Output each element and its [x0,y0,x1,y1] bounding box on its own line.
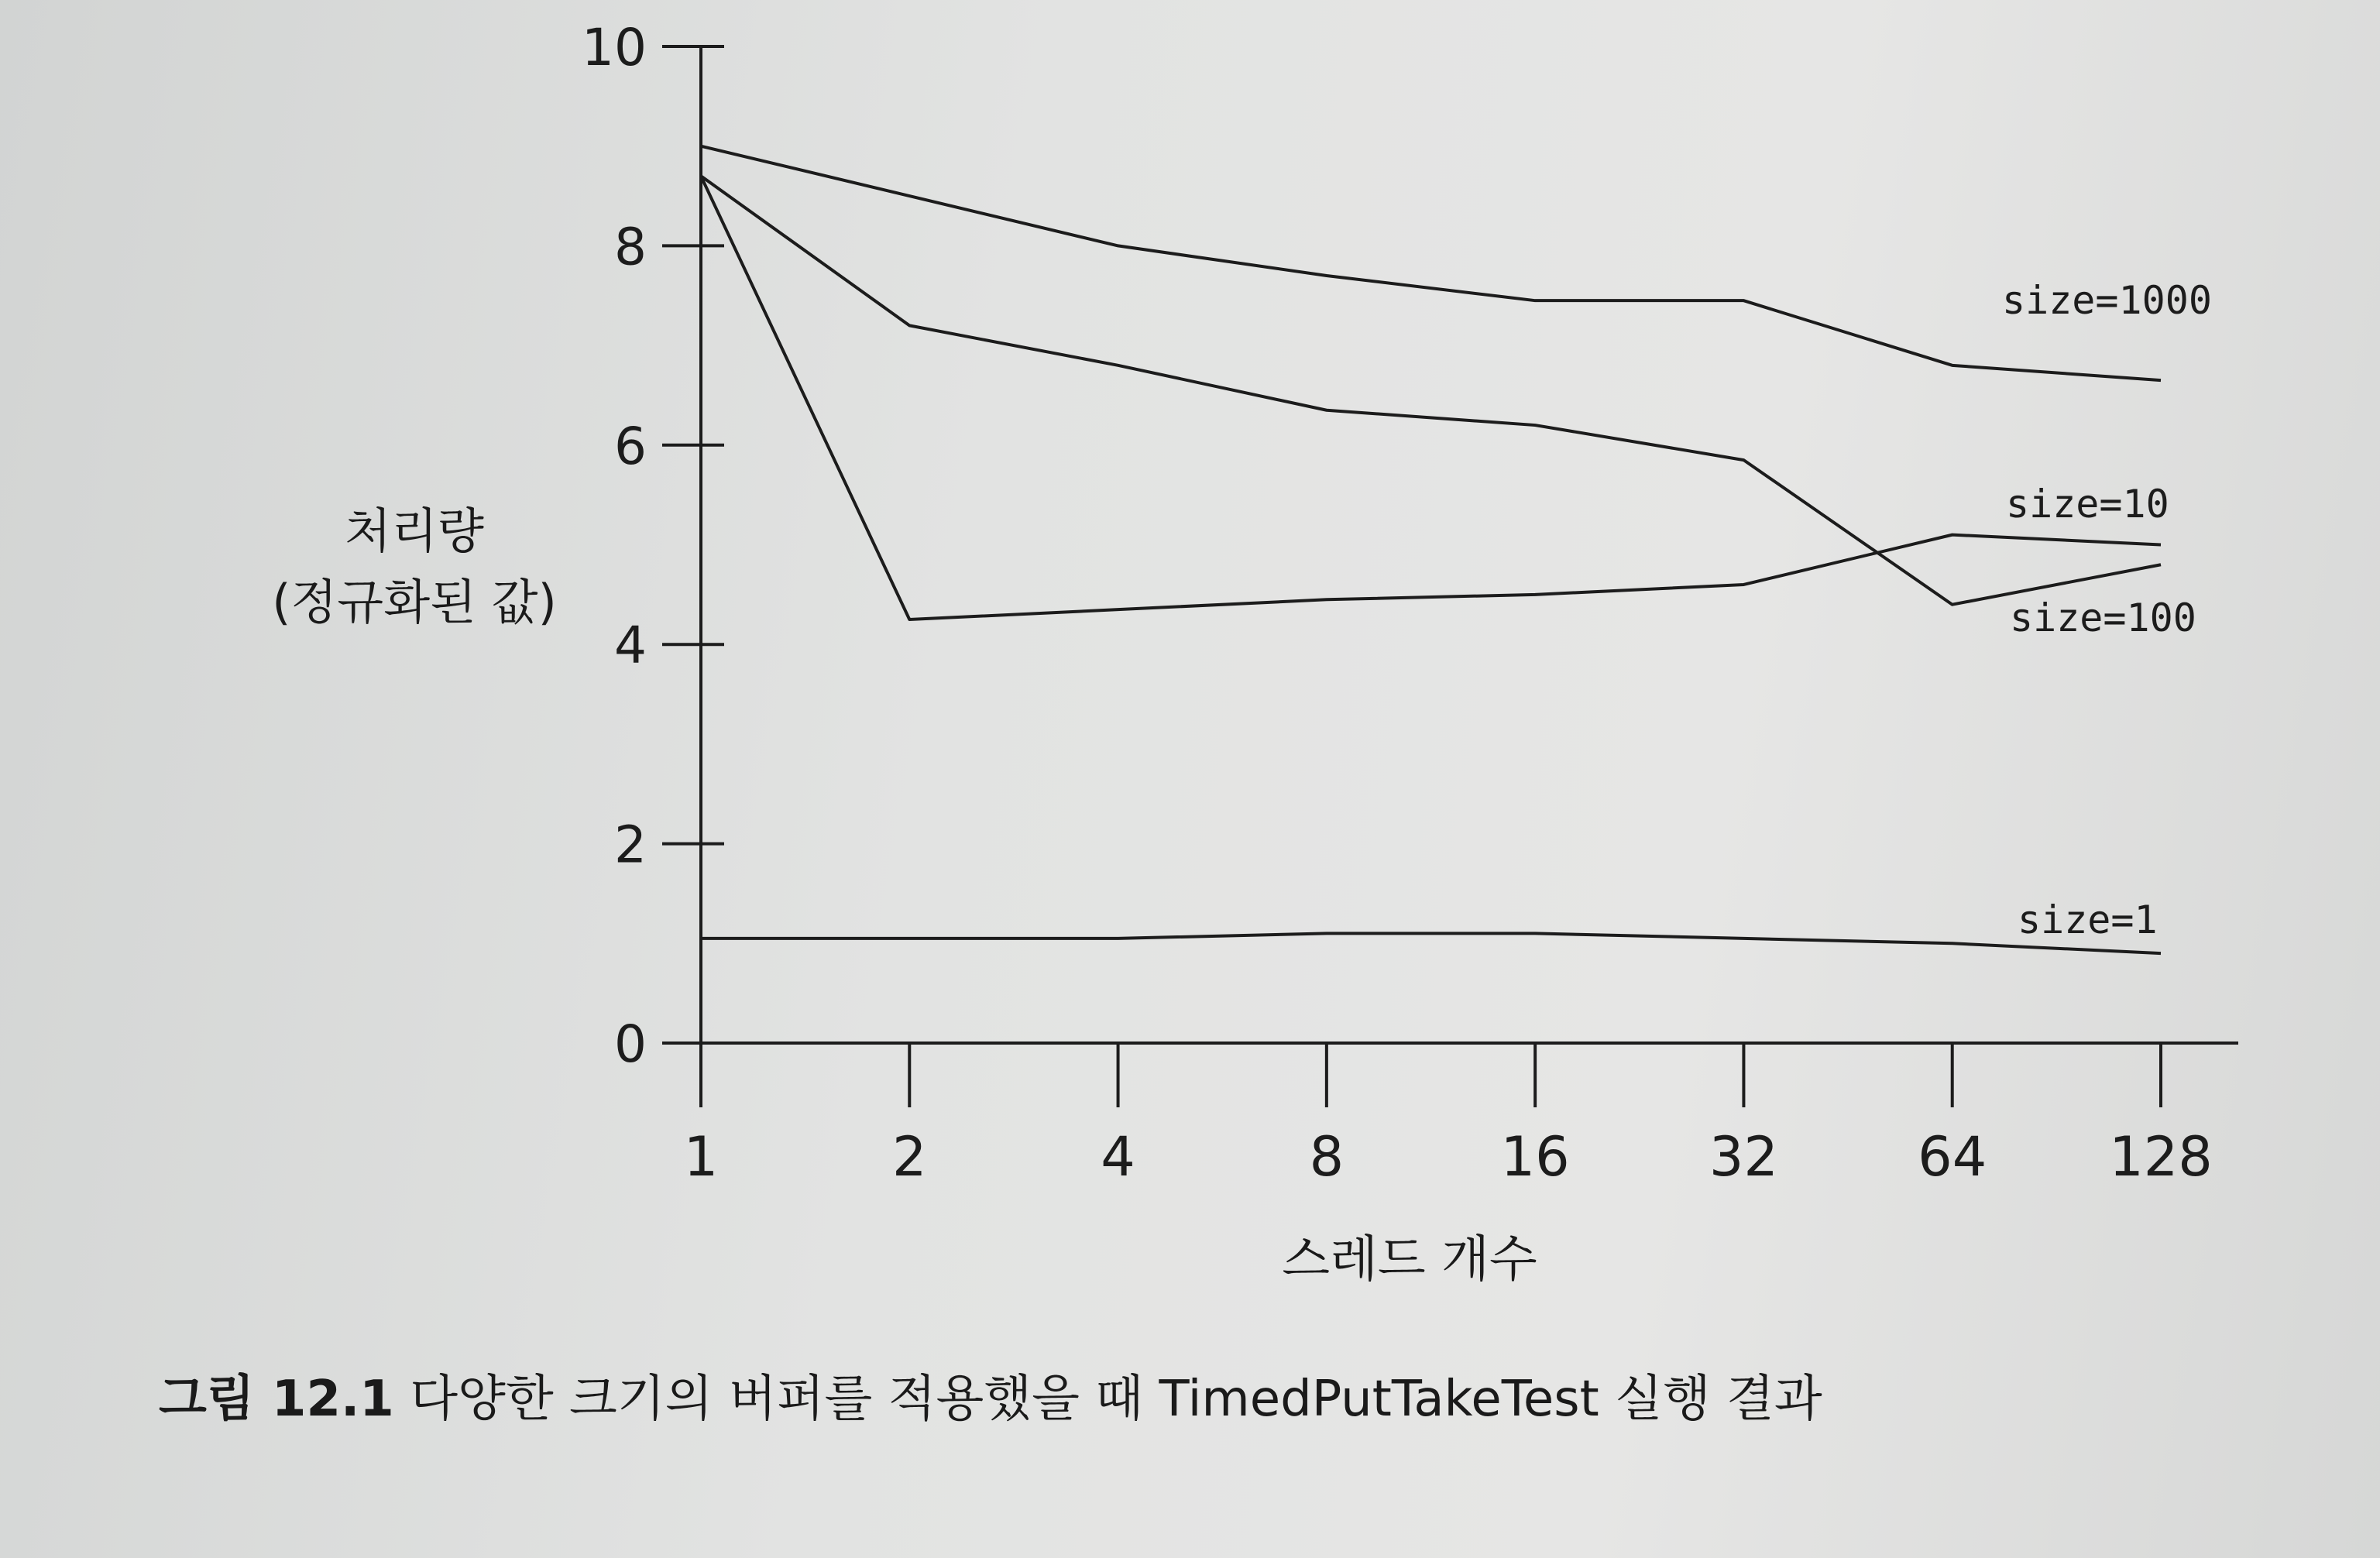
y-tick-label-8: 8 [614,217,647,277]
x-tick-label-8: 8 [1309,1125,1345,1189]
y-tick-label-0: 0 [614,1014,647,1074]
series-line-size-10 [701,176,2161,619]
x-tick-label-16: 16 [1500,1125,1570,1189]
y-axis-label [248,496,581,638]
series-line-size-1 [701,933,2161,953]
series-line-size-1000 [701,146,2161,380]
x-tick-label-128: 128 [2109,1125,2213,1189]
x-tick-label-4: 4 [1101,1125,1135,1189]
series-line-size-100 [701,176,2161,604]
figure-number: 그림 12.1 [159,1371,394,1428]
figure-caption-text: 다양한 크기의 버퍼를 적용했을 때 TimedPutTakeTest 실행 결과 [410,1371,1822,1428]
y-tick-label-2: 2 [614,815,647,875]
y-tick-label-6: 6 [614,416,647,476]
figure-caption [159,1359,1822,1430]
x-tick-label-32: 32 [1709,1125,1778,1189]
x-tick-label-1: 1 [683,1125,719,1189]
y-tick-label-4: 4 [614,616,647,676]
series-label-size-10: size=10 [2006,482,2169,527]
y-axis-label-line2: (정규화된 값) [272,574,557,630]
x-tick-label-2: 2 [892,1125,927,1189]
series-label-size-100: size=100 [2010,595,2196,640]
x-axis-label: 스레드 개수 [1282,1231,1537,1289]
x-tick-label-64: 64 [1918,1125,1987,1189]
x-axis-ticks [684,1043,2213,1189]
series-label-size-1000: size=1000 [2002,278,2212,323]
y-axis-label-line1: 처리량 [345,503,484,559]
axes [662,46,2238,1107]
y-tick-label-10: 10 [582,18,647,77]
series-label-size-1: size=1 [2018,897,2158,942]
series-lines [701,146,2161,953]
